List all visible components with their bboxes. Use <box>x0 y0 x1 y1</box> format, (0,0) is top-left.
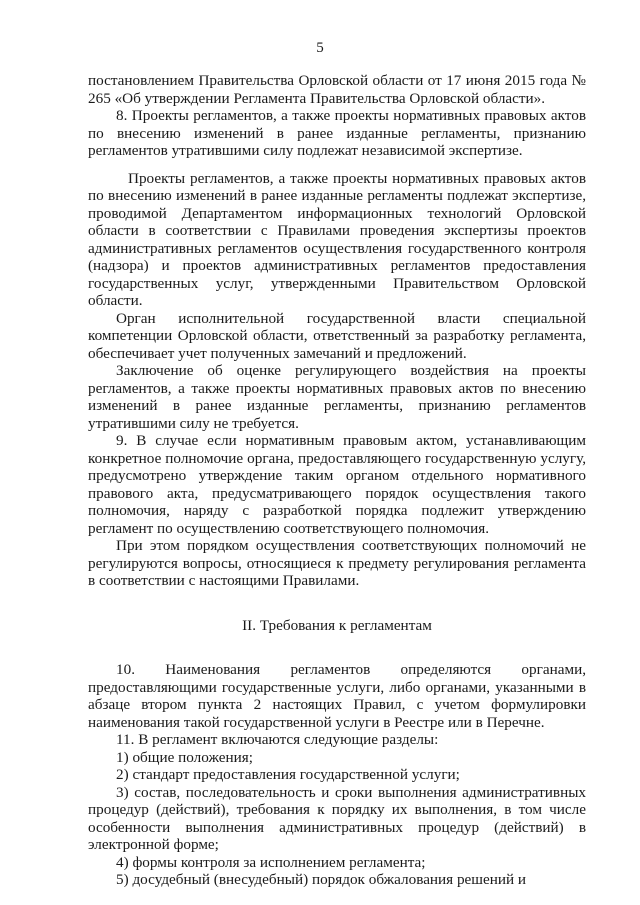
paragraph: 11. В регламент включаются следующие разделы: <box>116 731 439 748</box>
paragraph: Орган исполнительной государственной власти специальной компетенции Орловской области, ответственный за разработку регламента, обеспечивает учет полученных замечаний и предложений. <box>88 309 586 362</box>
section-heading: II. Требования к регламентам <box>242 616 432 634</box>
paragraph: постановлением Правительства Орловской области от 17 июня 2015 года № 265 «Об утверждении Регламента Правительства Орловской области». <box>88 72 586 107</box>
list-item: 4) формы контроля за исполнением регламента; <box>116 853 426 871</box>
paragraph: 9. В случае если нормативным правовым актом, устанавливающим конкретное полномочие органа, предоставляющего государственную услугу, предусмотрено утверждение таким органом отдельного нормативного правового акта, предусматривающего порядок осуществления такого полномочия, наряду с разработкой порядка подлежит утверждению регламент по осуществлению соответствующего полномочия. <box>88 432 586 537</box>
list-item: 2) стандарт предоставления государственной услуги; <box>116 766 460 783</box>
paragraph: Проекты регламентов, а также проекты нормативных правовых актов по внесению изменений в ранее изданные регламенты подлежат экспертизе, проводимой Департаментом информационных технологий Орловской области в соответствии с Правилами проведения экспертизы проектов административных регламентов осуществления государственного контроля (надзора) и проектов административных регламентов предоставления государственных услуг, утвержденными Правительством Орловской области. <box>88 169 586 309</box>
paragraph: При этом порядком осуществления соответствующих полномочий не регулируются вопросы, относящиеся к предмету регулирования регламента в соответствии с настоящими Правилами. <box>88 537 586 589</box>
document-body <box>88 72 586 889</box>
page-number: 5 <box>316 40 324 56</box>
paragraph: 8. Проекты регламентов, а также проекты нормативных правовых актов по внесению изменений в ранее изданные регламенты, признанию регламентов утратившими силу подлежат независимой экспертизе. <box>88 107 586 159</box>
list-item: 5) досудебный (внесудебный) порядок обжалования решений и <box>116 871 527 888</box>
paragraph: 10. Наименования регламентов определяются органами, предоставляющими государственные услуги, либо органами, указанными в абзаце втором пункта 2 настоящих Правил, с учетом формулировки наименования такой государственной услуги в Реестре или в Перечне. <box>88 661 586 731</box>
list-item: 1) общие положения; <box>116 748 253 766</box>
list-item: 3) состав, последовательность и сроки выполнения административных процедур (действий), требования к порядку их выполнения, в том числе особенности выполнения административных процедур (действий) в электронной форме; <box>88 783 586 853</box>
paragraph: Заключение об оценке регулирующего воздействия на проекты регламентов, а также проекты нормативных правовых актов по внесению изменений в ранее изданные регламенты, признанию регламентов утратившими силу не требуется. <box>88 362 586 432</box>
